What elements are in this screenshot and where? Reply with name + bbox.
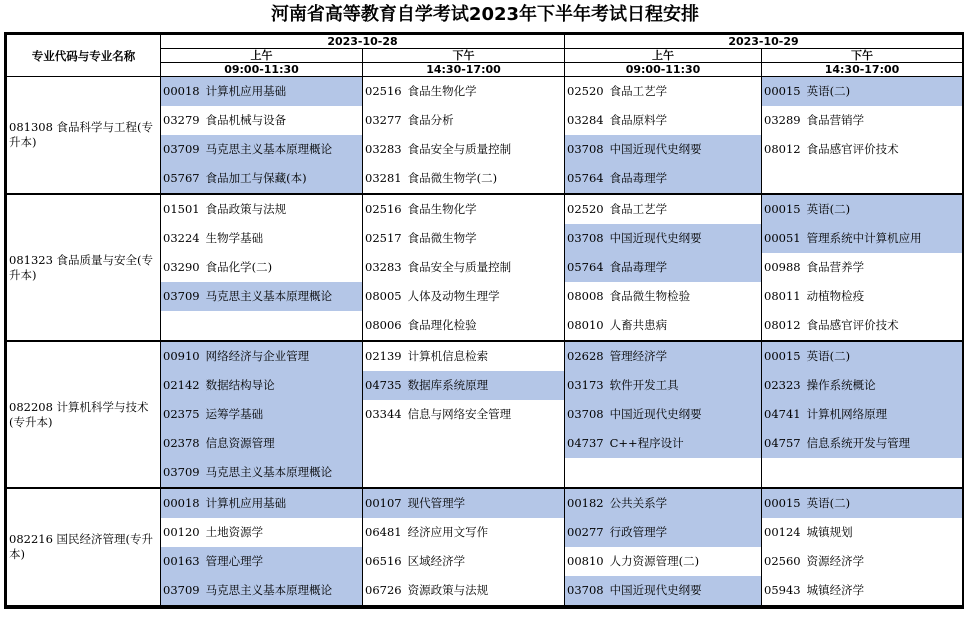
course-code: 08008: [567, 289, 604, 303]
course-code: 03709: [163, 289, 200, 303]
course-name: 食品化学(二): [205, 260, 273, 274]
course-name: 食品政策与法规: [205, 202, 287, 216]
course-code: 00015: [764, 496, 801, 510]
course-name: 英语(二): [806, 202, 851, 216]
course-code: 03708: [567, 142, 604, 156]
course-code: 03283: [365, 260, 402, 274]
course-name: 食品加工与保藏(本): [205, 171, 307, 185]
course-name: 网络经济与企业管理: [205, 349, 310, 363]
course-cell: [363, 311, 565, 341]
course-cell: [161, 429, 363, 458]
course-name: 中国近现代史纲要: [609, 407, 702, 421]
major-name-cell: 081308 食品科学与工程(专升本): [7, 77, 161, 195]
course-cell: [762, 253, 963, 282]
course-cell: [363, 253, 565, 282]
course-name: 运筹学基础: [205, 407, 264, 421]
time-header: 14:30-17:00: [762, 63, 963, 77]
course-code: 03224: [163, 231, 200, 245]
course-code: 08010: [567, 318, 604, 332]
course-code: 03709: [163, 142, 200, 156]
course-cell: [762, 400, 963, 429]
course-cell: [565, 164, 762, 194]
course-name: 英语(二): [806, 349, 851, 363]
course-cell: [161, 282, 363, 311]
course-code: 05767: [163, 171, 200, 185]
course-cell: [161, 458, 363, 488]
course-code: 00124: [764, 525, 801, 539]
course-cell: [762, 164, 963, 194]
course-name: 食品生物化学: [407, 202, 477, 216]
course-name: 中国近现代史纲要: [609, 583, 702, 597]
course-cell: [565, 429, 762, 458]
course-code: 06726: [365, 583, 402, 597]
course-cell: [762, 458, 963, 488]
course-cell: [762, 106, 963, 135]
course-code: 04737: [567, 436, 604, 450]
course-name: 现代管理学: [407, 496, 466, 510]
course-code: 05943: [764, 583, 801, 597]
time-header: 14:30-17:00: [363, 63, 565, 77]
course-name: 数据结构导论: [205, 378, 275, 392]
course-cell: [363, 194, 565, 224]
course-cell: [762, 371, 963, 400]
course-code: 01501: [163, 202, 200, 216]
course-code: 00810: [567, 554, 604, 568]
course-code: 03283: [365, 142, 402, 156]
course-code: 03277: [365, 113, 402, 127]
course-cell: [762, 311, 963, 341]
course-name: 信息系统开发与管理: [806, 436, 911, 450]
course-cell: [565, 282, 762, 311]
course-cell: [161, 488, 363, 518]
course-code: 05764: [567, 171, 604, 185]
course-name: 计算机应用基础: [205, 84, 287, 98]
course-cell: [363, 282, 565, 311]
course-code: 02628: [567, 349, 604, 363]
course-name: 土地资源学: [205, 525, 264, 539]
course-cell: [363, 341, 565, 371]
course-cell: [363, 400, 565, 429]
course-name: 食品原料学: [609, 113, 668, 127]
course-cell: [363, 224, 565, 253]
course-name: 食品安全与质量控制: [407, 260, 512, 274]
course-name: 经济应用文写作: [407, 525, 489, 539]
course-name: 管理系统中计算机应用: [806, 231, 922, 245]
course-cell: [762, 518, 963, 547]
course-cell: [363, 547, 565, 576]
course-code: 00051: [764, 231, 801, 245]
course-cell: [565, 253, 762, 282]
course-code: 03279: [163, 113, 200, 127]
course-code: 00277: [567, 525, 604, 539]
course-cell: [161, 576, 363, 606]
course-cell: [161, 194, 363, 224]
course-name: 中国近现代史纲要: [609, 142, 702, 156]
session-header: 上午: [161, 49, 363, 63]
course-cell: [161, 547, 363, 576]
course-cell: [565, 106, 762, 135]
course-code: 08012: [764, 318, 801, 332]
course-code: 03281: [365, 171, 402, 185]
course-cell: [762, 194, 963, 224]
course-cell: [161, 400, 363, 429]
course-code: 03173: [567, 378, 604, 392]
course-cell: [762, 429, 963, 458]
course-name: 信息资源管理: [205, 436, 275, 450]
course-cell: [161, 311, 363, 341]
course-name: 人畜共患病: [609, 318, 668, 332]
course-cell: [565, 224, 762, 253]
course-name: 人力资源管理(二): [609, 554, 700, 568]
course-cell: [363, 576, 565, 606]
date-header: 2023-10-28: [161, 35, 565, 49]
course-code: 03709: [163, 465, 200, 479]
course-name: 生物学基础: [205, 231, 264, 245]
course-name: 公共关系学: [609, 496, 668, 510]
time-header: 09:00-11:30: [161, 63, 363, 77]
course-cell: [565, 371, 762, 400]
course-cell: [565, 311, 762, 341]
course-cell: [161, 135, 363, 164]
course-code: 02516: [365, 84, 402, 98]
course-name: 食品营销学: [806, 113, 865, 127]
course-name: 食品感官评价技术: [806, 318, 899, 332]
major-column-header: 专业代码与专业名称: [7, 35, 161, 77]
course-cell: [565, 458, 762, 488]
course-cell: [363, 371, 565, 400]
course-code: 02142: [163, 378, 200, 392]
table-row: [7, 488, 963, 518]
course-name: 动植物检疫: [806, 289, 865, 303]
course-name: 马克思主义基本原理概论: [205, 289, 333, 303]
course-cell: [762, 341, 963, 371]
schedule-sheet: [4, 32, 964, 609]
course-cell: [565, 135, 762, 164]
course-cell: [161, 371, 363, 400]
course-code: 06481: [365, 525, 402, 539]
table-row: [7, 341, 963, 371]
course-code: 08011: [764, 289, 801, 303]
course-code: 03708: [567, 407, 604, 421]
course-name: 资源政策与法规: [407, 583, 489, 597]
course-code: 02139: [365, 349, 402, 363]
course-name: 食品分析: [407, 113, 454, 127]
session-header: 下午: [762, 49, 963, 63]
course-cell: [565, 576, 762, 606]
schedule-body: [7, 77, 963, 607]
course-name: 计算机信息检索: [407, 349, 489, 363]
course-cell: [762, 77, 963, 107]
session-header: 下午: [363, 49, 565, 63]
course-name: 食品工艺学: [609, 202, 668, 216]
schedule-table: [6, 34, 963, 607]
course-name: 计算机网络原理: [806, 407, 888, 421]
course-name: 行政管理学: [609, 525, 668, 539]
course-name: 中国近现代史纲要: [609, 231, 702, 245]
course-cell: [363, 164, 565, 194]
course-code: 02517: [365, 231, 402, 245]
course-name: 食品营养学: [806, 260, 865, 274]
course-code: 02516: [365, 202, 402, 216]
major-name-cell: 082208 计算机科学与技术(专升本): [7, 341, 161, 488]
course-code: 00015: [764, 84, 801, 98]
course-cell: [161, 341, 363, 371]
course-cell: [565, 518, 762, 547]
course-name: 食品微生物学: [407, 231, 477, 245]
course-cell: [363, 77, 565, 107]
course-name: 管理经济学: [609, 349, 668, 363]
date-header: 2023-10-29: [565, 35, 963, 49]
major-name-cell: 082216 国民经济管理(专升本): [7, 488, 161, 606]
course-cell: [565, 488, 762, 518]
course-code: 00988: [764, 260, 801, 274]
course-code: 02520: [567, 202, 604, 216]
course-code: 03284: [567, 113, 604, 127]
course-code: 00120: [163, 525, 200, 539]
course-cell: [762, 224, 963, 253]
course-cell: [161, 224, 363, 253]
course-cell: [363, 135, 565, 164]
course-cell: [161, 106, 363, 135]
course-name: 食品感官评价技术: [806, 142, 899, 156]
course-cell: [161, 253, 363, 282]
table-row: [7, 77, 963, 107]
major-name-cell: 081323 食品质量与安全(专升本): [7, 194, 161, 341]
course-name: 英语(二): [806, 496, 851, 510]
course-name: 马克思主义基本原理概论: [205, 465, 333, 479]
course-code: 08012: [764, 142, 801, 156]
course-code: 08006: [365, 318, 402, 332]
course-code: 03709: [163, 583, 200, 597]
course-name: C++程序设计: [609, 436, 684, 450]
course-code: 08005: [365, 289, 402, 303]
course-code: 02375: [163, 407, 200, 421]
course-code: 05764: [567, 260, 604, 274]
course-name: 食品毒理学: [609, 260, 668, 274]
page-title: 河南省高等教育自学考试2023年下半年考试日程安排: [270, 4, 700, 25]
course-code: 03708: [567, 231, 604, 245]
course-code: 03344: [365, 407, 402, 421]
course-code: 00018: [163, 496, 200, 510]
course-code: 00182: [567, 496, 604, 510]
course-name: 资源经济学: [806, 554, 865, 568]
course-name: 食品毒理学: [609, 171, 668, 185]
course-cell: [762, 547, 963, 576]
course-code: 03290: [163, 260, 200, 274]
course-name: 计算机应用基础: [205, 496, 287, 510]
course-cell: [762, 135, 963, 164]
course-code: 06516: [365, 554, 402, 568]
course-code: 00018: [163, 84, 200, 98]
course-name: 食品机械与设备: [205, 113, 287, 127]
course-cell: [161, 77, 363, 107]
course-cell: [565, 194, 762, 224]
course-cell: [363, 429, 565, 458]
course-cell: [363, 458, 565, 488]
course-cell: [363, 106, 565, 135]
course-cell: [762, 488, 963, 518]
course-name: 食品工艺学: [609, 84, 668, 98]
course-code: 02560: [764, 554, 801, 568]
course-name: 马克思主义基本原理概论: [205, 142, 333, 156]
course-code: 00107: [365, 496, 402, 510]
course-code: 02323: [764, 378, 801, 392]
course-cell: [762, 282, 963, 311]
course-code: 00163: [163, 554, 200, 568]
course-name: 食品微生物检验: [609, 289, 691, 303]
course-name: 数据库系统原理: [407, 378, 489, 392]
course-name: 食品安全与质量控制: [407, 142, 512, 156]
session-header: 上午: [565, 49, 762, 63]
course-name: 食品微生物学(二): [407, 171, 498, 185]
course-code: 02520: [567, 84, 604, 98]
course-cell: [565, 77, 762, 107]
course-name: 食品理化检验: [407, 318, 477, 332]
course-code: 04741: [764, 407, 801, 421]
course-name: 食品生物化学: [407, 84, 477, 98]
course-name: 区域经济学: [407, 554, 466, 568]
course-cell: [161, 518, 363, 547]
course-name: 城镇规划: [806, 525, 853, 539]
course-cell: [565, 341, 762, 371]
course-cell: [363, 518, 565, 547]
course-cell: [565, 547, 762, 576]
course-name: 操作系统概论: [806, 378, 876, 392]
time-header: 09:00-11:30: [565, 63, 762, 77]
course-name: 人体及动物生理学: [407, 289, 500, 303]
course-code: 00015: [764, 349, 801, 363]
course-code: 04735: [365, 378, 402, 392]
course-name: 信息与网络安全管理: [407, 407, 512, 421]
course-name: 管理心理学: [205, 554, 264, 568]
course-code: 00015: [764, 202, 801, 216]
course-cell: [161, 164, 363, 194]
course-cell: [363, 488, 565, 518]
course-code: 04757: [764, 436, 801, 450]
course-code: 03289: [764, 113, 801, 127]
course-name: 软件开发工具: [609, 378, 679, 392]
course-cell: [762, 576, 963, 606]
course-code: 00910: [163, 349, 200, 363]
course-cell: [565, 400, 762, 429]
course-code: 03708: [567, 583, 604, 597]
table-row: [7, 194, 963, 224]
course-name: 马克思主义基本原理概论: [205, 583, 333, 597]
course-name: 城镇经济学: [806, 583, 865, 597]
course-name: 英语(二): [806, 84, 851, 98]
course-code: 02378: [163, 436, 200, 450]
